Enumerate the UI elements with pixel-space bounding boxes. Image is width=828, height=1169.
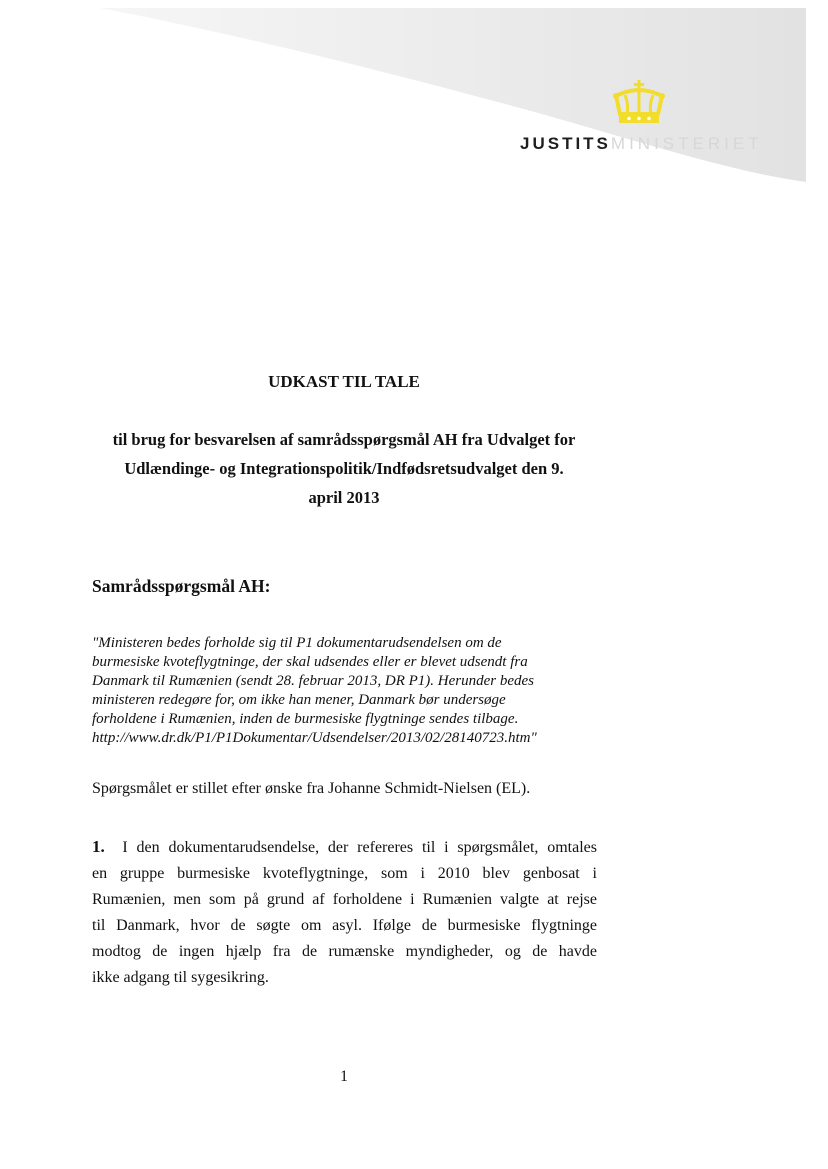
paragraph-number: 1. bbox=[92, 837, 105, 856]
crown-icon bbox=[612, 80, 666, 126]
quote-line: burmesiske kvoteflygtninge, der skal udsendes eller er blevet udsendt fra bbox=[92, 654, 528, 670]
quote-line: forholdene i Rumænien, inden de burmesiske flygtninge sendes tilbage. bbox=[92, 711, 519, 727]
paragraph-line: ikke adgang til sygesikring. bbox=[92, 969, 269, 986]
paragraph-line: modtog de ingen hjælp fra de rumænske myndigheder, og de havde bbox=[92, 943, 597, 960]
document-subtitle bbox=[92, 425, 596, 512]
paragraph-1 bbox=[92, 834, 597, 991]
logo-text-justits: JUSTITS bbox=[520, 134, 611, 153]
paragraph-line: til Danmark, hvor de søgte om asyl. Ifølge de burmesiske flygtninge bbox=[92, 917, 597, 934]
document-title: UDKAST TIL TALE bbox=[268, 372, 420, 391]
asked-by-note: Spørgsmålet er stillet efter ønske fra Johanne Schmidt-Nielsen (EL). bbox=[92, 780, 531, 797]
subtitle-line: april 2013 bbox=[308, 488, 380, 507]
section-heading: Samrådsspørgsmål AH: bbox=[92, 576, 271, 596]
subtitle-line: Udlændinge- og Integrationspolitik/Indfødsretsudvalget den 9. bbox=[124, 459, 564, 478]
paragraph-line: en gruppe burmesiske kvoteflygtninge, som i 2010 blev genbosat i bbox=[92, 865, 597, 882]
quote-line-url: http://www.dr.dk/P1/P1Dokumentar/Udsendelser/2013/02/28140723.htm" bbox=[92, 730, 537, 746]
page-number: 1 bbox=[340, 1068, 348, 1085]
subtitle-line: til brug for besvarelsen af samrådsspørgsmål AH fra Udvalget for bbox=[112, 430, 576, 449]
paragraph-line: Rumænien, men som på grund af forholdene i Rumænien valgte at rejse bbox=[92, 891, 597, 908]
question-quote bbox=[92, 634, 612, 748]
logo-wordmark bbox=[520, 134, 763, 154]
quote-line: Danmark til Rumænien (sendt 28. februar 2013, DR P1). Herunder bedes bbox=[92, 673, 535, 689]
quote-line: ministeren redegøre for, om ikke han mener, Danmark bør undersøge bbox=[92, 692, 506, 708]
paragraph-line bbox=[92, 834, 597, 861]
logo-text-ministeriet: MINISTERIET bbox=[610, 134, 763, 153]
paragraph-line-text: I den dokumentarudsendelse, der refereres til i spørgsmålet, omtales bbox=[122, 839, 598, 856]
quote-line: "Ministeren bedes forholde sig til P1 dokumentarudsendelsen om de bbox=[92, 635, 502, 651]
justitsministeriet-logo bbox=[520, 78, 810, 168]
